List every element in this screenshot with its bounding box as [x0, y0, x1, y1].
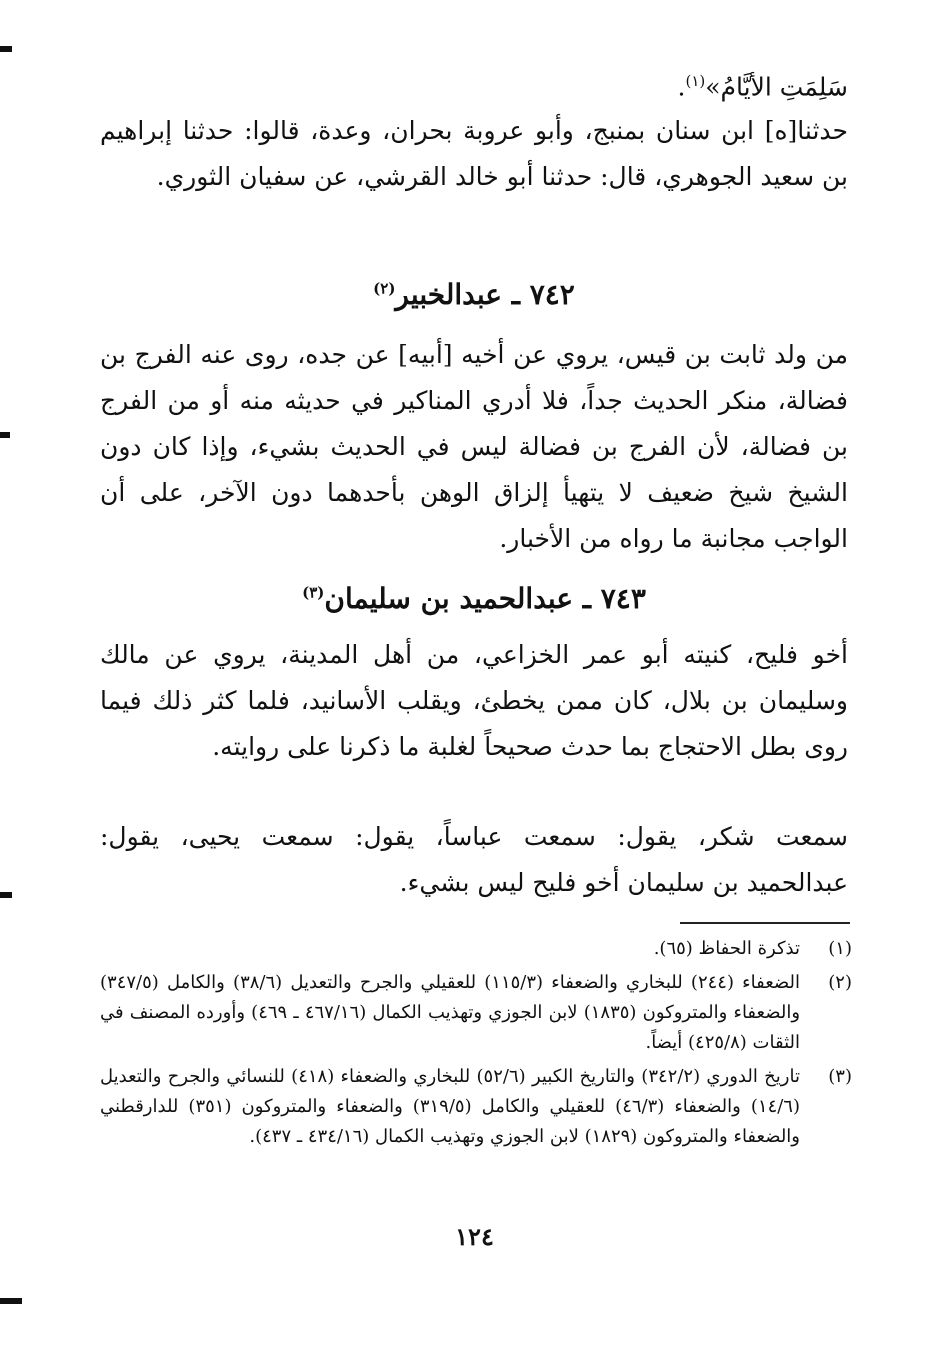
- footnote-ref-1: (١): [685, 72, 706, 90]
- scan-edge-mark: [0, 432, 10, 438]
- paragraph-isnad: حدثنا[ه] ابن سنان بمنبج، وأبو عروبة بحران، وعدة، قالوا: حدثنا إبراهيم بن سعيد الجوهري، قال: حدثنا أبو خالد القرشي، عن سفيان الثوري.: [100, 116, 848, 191]
- scan-edge-mark: [0, 892, 12, 898]
- footnote-number: (٣): [828, 1066, 852, 1087]
- entry-743-quote: سمعت شكر، يقول: سمعت عباساً، يقول: سمعت يحيى، يقول: عبدالحميد بن سليمان أخو فليح ليس بشيء.: [100, 822, 848, 897]
- footnote-separator: [680, 922, 850, 924]
- footnote-ref-3: (٣): [302, 583, 325, 602]
- footnote-text: تذكرة الحفاظ (٦٥).: [653, 938, 800, 959]
- footnote-text: الضعفاء (٢٤٤) للبخاري والضعفاء (١١٥/٣) للعقيلي والجرح والتعديل (٣٨/٦) والكامل (٣٤٧/٥) والضعفاء والمتروكون (١٨٣٥) لابن الجوزي وتهذيب الكمال (٤٦٧/١٦ ـ ٤٦٩) وأورده المصنف في الثقات (٤٢٥/٨) أيضاً.: [100, 972, 801, 1053]
- entry-743-text: أخو فليح، كنيته أبو عمر الخزاعي، من أهل المدينة، يروي عن مالك وسليمان بن بلال، كان ممن يخطئ، ويقلب الأسانيد، فلما كثر ذلك فيما روى بطل الاحتجاج بما حدث صحيحاً لغلبة ما ذكرنا على روايته.: [100, 640, 848, 761]
- footnote: [100, 934, 852, 964]
- scan-edge-mark: [0, 1298, 22, 1304]
- entry-742-heading: [100, 278, 848, 311]
- footnotes: [100, 934, 852, 1156]
- footnote-number: (٢): [828, 972, 852, 993]
- footnote-text: تاريخ الدوري (٣٤٢/٢) والتاريخ الكبير (٥٢/٦) للبخاري والضعفاء (٤١٨) للنسائي والجرح والتعديل (١٤/٦) والضعفاء (٤٦/٣) للعقيلي والكامل (٣١٩/٥) والضعفاء والمتروكون (٣٥١) للدارقطني والضعفاء والمتروكون (١٨٢٩) لابن الجوزي وتهذيب الكمال (٤٣٤/١٦ ـ ٤٣٧).: [100, 1066, 801, 1147]
- page-number: ١٢٤: [455, 1222, 494, 1251]
- entry-743-heading: [100, 582, 848, 615]
- footnote-number: (١): [828, 938, 852, 959]
- scan-edge-mark: [0, 46, 12, 52]
- entry-742-text: من ولد ثابت بن قيس، يروي عن أخيه [أبيه] عن جده، روى عنه الفرج بن فضالة، منكر الحديث جداً، فلا أدري المناكير في حديثه منه أو من الفرج بن فضالة، لأن الفرج بن فضالة ليس في الحديث بشيء، وإذا كان دون الشيخ شيخ ضعيف لا يتهيأ إلزاق الوهن بأحدهما دون الآخر، على أن الواجب مجانبة ما رواه من الأخبار.: [100, 340, 848, 553]
- entry-742-title: ٧٤٢ ـ عبدالخبير: [395, 278, 575, 311]
- footnote: [100, 1062, 852, 1152]
- top-fragment: سَلِمَتِ الأيَّامُ»$^{(١)}$.: [677, 72, 848, 102]
- entry-743-title: ٧٤٣ ـ عبدالحميد بن سليمان: [324, 582, 646, 615]
- footnote-ref-2: (٢): [373, 279, 396, 298]
- footnote: [100, 968, 852, 1058]
- top-fragment-text: سَلِمَتِ الأيَّامُ»: [705, 72, 848, 102]
